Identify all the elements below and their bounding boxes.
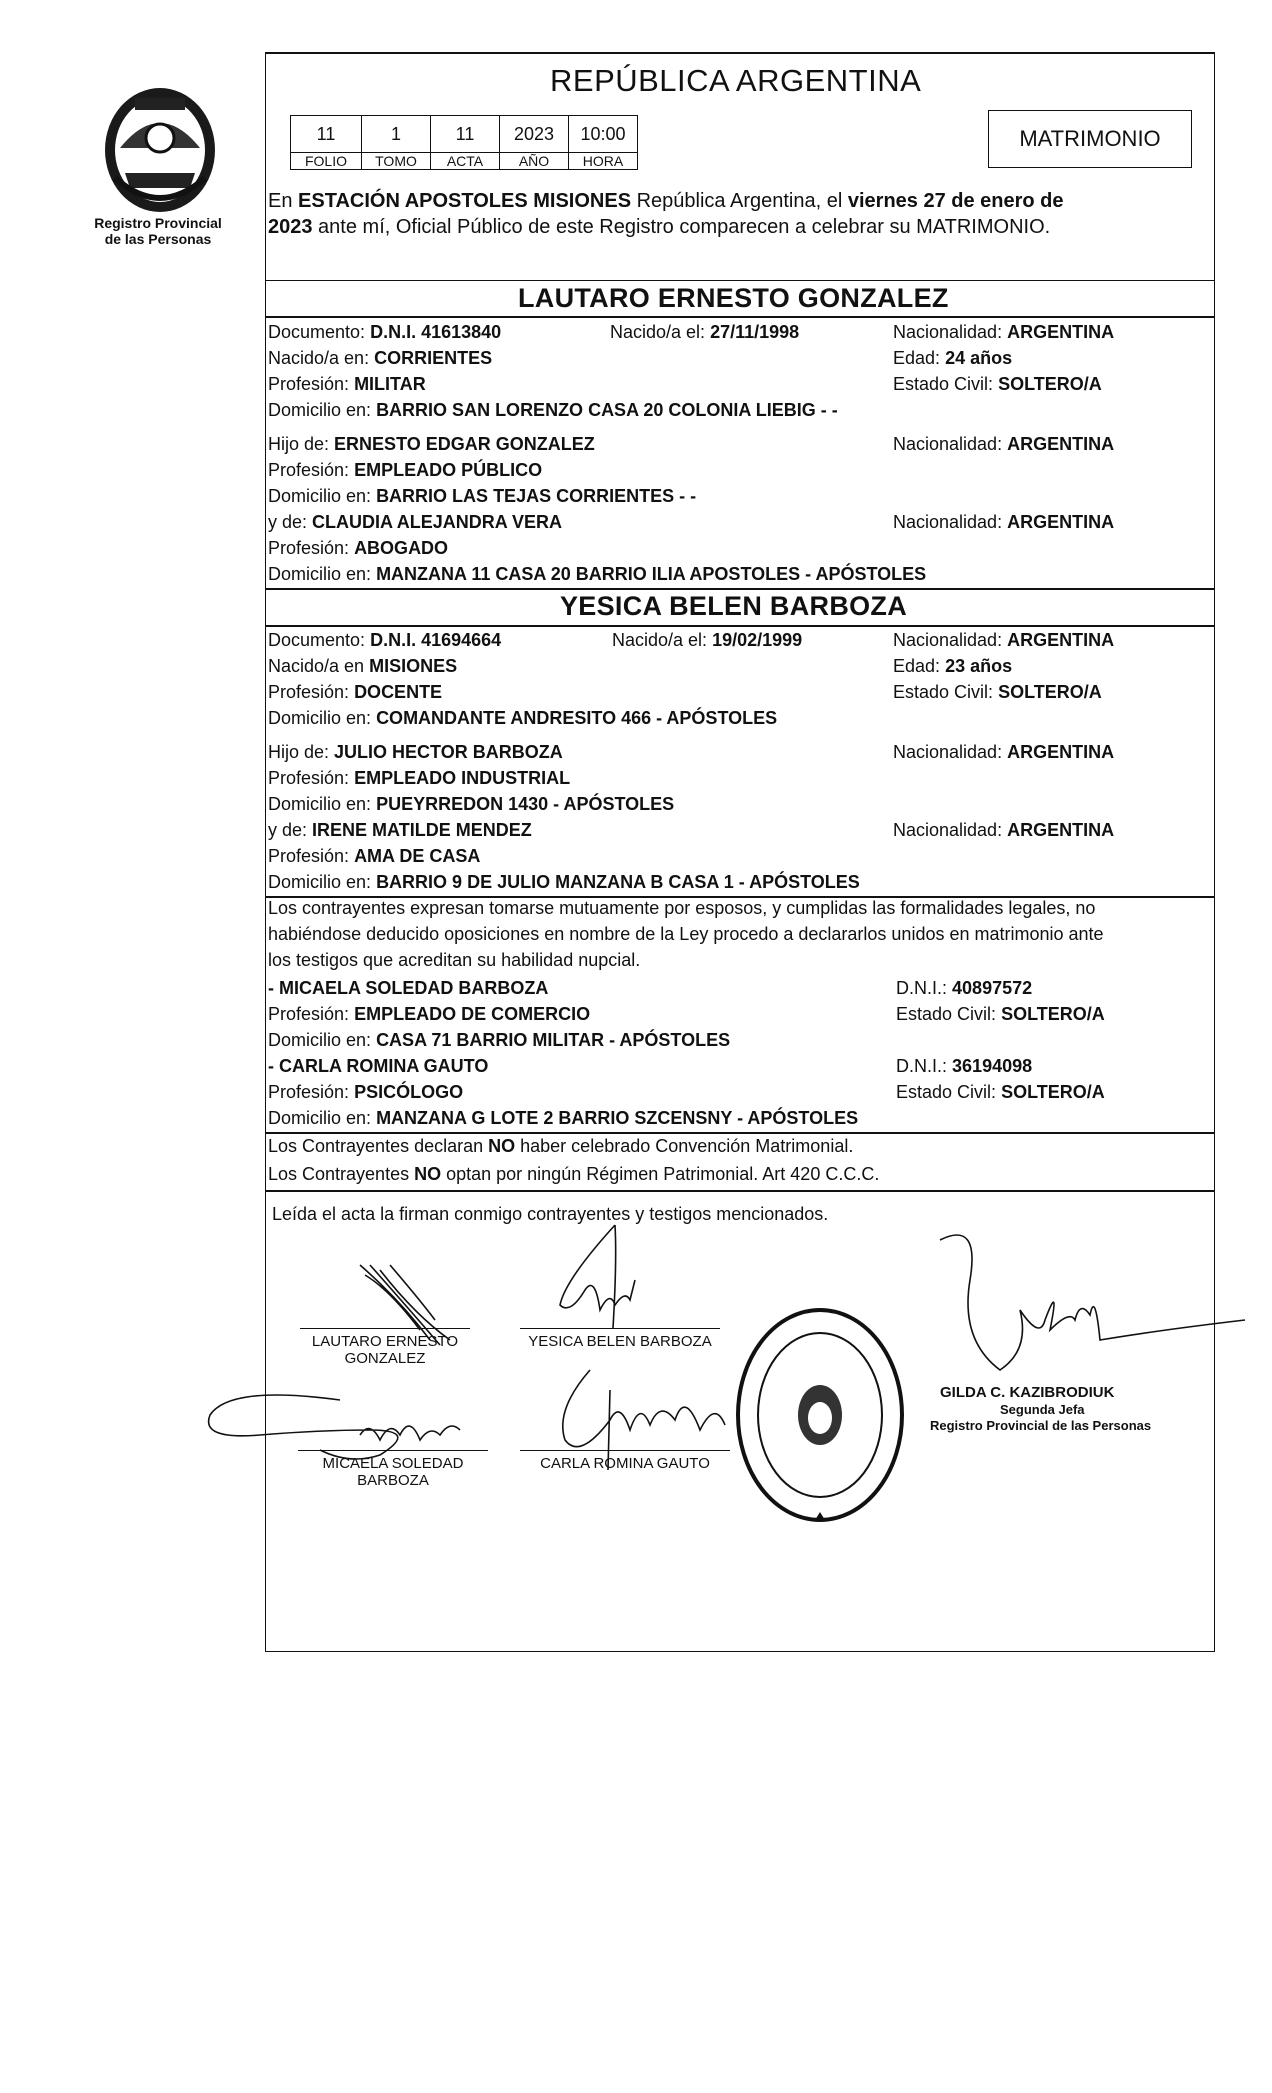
witness-2-marital-status: Estado Civil: SOLTERO/A	[896, 1082, 1105, 1102]
groom-documento: Documento: D.N.I. 41613840	[268, 322, 502, 342]
convention-line-2: Los Contrayentes NO optan por ningún Régimen Patrimonial. Art 420 C.C.C.	[268, 1164, 880, 1184]
bride-mother-address: Domicilio en: BARRIO 9 DE JULIO MANZANA B CASA 1 - APÓSTOLES	[268, 872, 860, 892]
act-type-box: MATRIMONIO	[988, 110, 1192, 168]
official-office: Registro Provincial de las Personas	[930, 1418, 1152, 1433]
tomo-label: TOMO	[362, 153, 431, 170]
bride-birthdate: Nacido/a el: 19/02/1999	[612, 630, 803, 650]
bride-father: Hijo de: JULIO HECTOR BARBOZA	[268, 742, 563, 762]
groom-nationality: Nacionalidad: ARGENTINA	[893, 322, 1115, 342]
witness-2-signature-caption: CARLA ROMINA GAUTO	[540, 1455, 710, 1472]
groom-mother-nationality: Nacionalidad: ARGENTINA	[893, 512, 1115, 532]
witness-2-signature	[550, 1360, 750, 1470]
bride-father-nationality: Nacionalidad: ARGENTINA	[893, 742, 1115, 762]
witness-2-profession: Profesión: PSICÓLOGO	[268, 1082, 464, 1102]
declaration-line-2: habiéndose deducido oposiciones en nombre de la Ley procedo a declararlos unidos en matrimonio ante	[268, 924, 1104, 944]
groom-age: Edad: 24 años	[893, 348, 1013, 368]
groom-marital-status: Estado Civil: SOLTERO/A	[893, 374, 1102, 394]
bride-marital-status: Estado Civil: SOLTERO/A	[893, 682, 1102, 702]
registry-line-1: Registro Provincial	[94, 215, 222, 231]
declaration-line-3: los testigos que acreditan su habilidad nupcial.	[268, 950, 641, 970]
bride-name: YESICA BELEN BARBOZA	[560, 591, 908, 621]
registry-seal	[730, 1300, 910, 1530]
groom-address: Domicilio en: BARRIO SAN LORENZO CASA 20 COLONIA LIEBIG - -	[268, 400, 838, 420]
groom-name: LAUTARO ERNESTO GONZALEZ	[518, 283, 949, 313]
groom-father-address: Domicilio en: BARRIO LAS TEJAS CORRIENTES - -	[268, 486, 697, 506]
witness-1-signature-caption: MICAELA SOLEDAD BARBOZA	[322, 1455, 464, 1489]
reference-table	[290, 115, 638, 170]
groom-father: Hijo de: ERNESTO EDGAR GONZALEZ	[268, 434, 595, 454]
witness-2-name: - CARLA ROMINA GAUTO	[268, 1056, 489, 1076]
official-role: Segunda Jefa	[1000, 1402, 1085, 1417]
country-title: REPÚBLICA ARGENTINA	[550, 63, 922, 98]
witness-1-profession: Profesión: EMPLEADO DE COMERCIO	[268, 1004, 591, 1024]
groom-birthplace: Nacido/a en: CORRIENTES	[268, 348, 493, 368]
witness-1-address: Domicilio en: CASA 71 BARRIO MILITAR - APÓSTOLES	[268, 1030, 731, 1050]
groom-signature-caption: LAUTARO ERNESTO GONZALEZ	[311, 1333, 459, 1367]
registry-label	[78, 215, 238, 247]
witness-1-name: - MICAELA SOLEDAD BARBOZA	[268, 978, 549, 998]
folio-value: 11	[291, 116, 362, 153]
groom-mother-profession: Profesión: ABOGADO	[268, 538, 449, 558]
tomo-value: 1	[362, 116, 431, 153]
groom-father-profession: Profesión: EMPLEADO PÚBLICO	[268, 460, 543, 480]
witness-1-dni: D.N.I.: 40897572	[896, 978, 1033, 998]
bride-mother-nationality: Nacionalidad: ARGENTINA	[893, 820, 1115, 840]
bride-nationality: Nacionalidad: ARGENTINA	[893, 630, 1115, 650]
hora-value: 10:00	[569, 116, 638, 153]
official-name: GILDA C. KAZIBRODIUK	[940, 1384, 1115, 1401]
official-signature	[930, 1220, 1250, 1390]
intro-place: ESTACIÓN APOSTOLES MISIONES	[298, 190, 632, 212]
ano-value: 2023	[500, 116, 569, 153]
witness-1-signature	[200, 1380, 500, 1470]
declaration-line-1: Los contrayentes expresan tomarse mutuamente por esposos, y cumplidas las formalidades legales, no	[268, 898, 1096, 918]
acta-label: ACTA	[431, 153, 500, 170]
folio-label: FOLIO	[291, 153, 362, 170]
witness-2-address: Domicilio en: MANZANA G LOTE 2 BARRIO SZCENSNY - APÓSTOLES	[268, 1108, 859, 1128]
hora-label: HORA	[569, 153, 638, 170]
bride-address: Domicilio en: COMANDANTE ANDRESITO 466 - APÓSTOLES	[268, 708, 778, 728]
bride-signature	[545, 1220, 675, 1330]
bride-age: Edad: 23 años	[893, 656, 1013, 676]
intro-date: viernes 27 de enero de	[847, 190, 1064, 212]
misiones-province-logo	[95, 78, 225, 218]
closing-statement: Leída el acta la firman conmigo contrayentes y testigos mencionados.	[272, 1204, 829, 1224]
groom-birthdate: Nacido/a el: 27/11/1998	[610, 322, 800, 342]
registry-line-2: de las Personas	[104, 231, 212, 247]
witness-1-marital-status: Estado Civil: SOLTERO/A	[896, 1004, 1105, 1024]
bride-profession: Profesión: DOCENTE	[268, 682, 443, 702]
bride-birthplace: Nacido/a en MISIONES	[268, 656, 458, 676]
groom-mother-address: Domicilio en: MANZANA 11 CASA 20 BARRIO ILIA APOSTOLES - APÓSTOLES	[268, 564, 927, 584]
convention-line-1: Los Contrayentes declaran NO haber celebrado Convención Matrimonial.	[268, 1136, 854, 1156]
bride-mother: y de: IRENE MATILDE MENDEZ	[268, 820, 532, 840]
groom-signature	[340, 1260, 490, 1350]
intro-line-1: En ESTACIÓN APOSTOLES MISIONES República Argentina, el viernes 27 de enero de	[268, 190, 1064, 212]
acta-value: 11	[431, 116, 500, 153]
bride-documento: Documento: D.N.I. 41694664	[268, 630, 502, 650]
groom-mother: y de: CLAUDIA ALEJANDRA VERA	[268, 512, 563, 532]
bride-father-address: Domicilio en: PUEYRREDON 1430 - APÓSTOLES	[268, 794, 675, 814]
groom-profession: Profesión: MILITAR	[268, 374, 426, 394]
groom-father-nationality: Nacionalidad: ARGENTINA	[893, 434, 1115, 454]
bride-mother-profession: Profesión: AMA DE CASA	[268, 846, 481, 866]
bride-signature-caption: YESICA BELEN BARBOZA	[528, 1333, 712, 1350]
ano-label: AÑO	[500, 153, 569, 170]
witness-2-dni: D.N.I.: 36194098	[896, 1056, 1033, 1076]
intro-line-2: 2023 ante mí, Oficial Público de este Registro comparecen a celebrar su MATRIMONIO.	[268, 216, 1051, 238]
bride-father-profession: Profesión: EMPLEADO INDUSTRIAL	[268, 768, 571, 788]
